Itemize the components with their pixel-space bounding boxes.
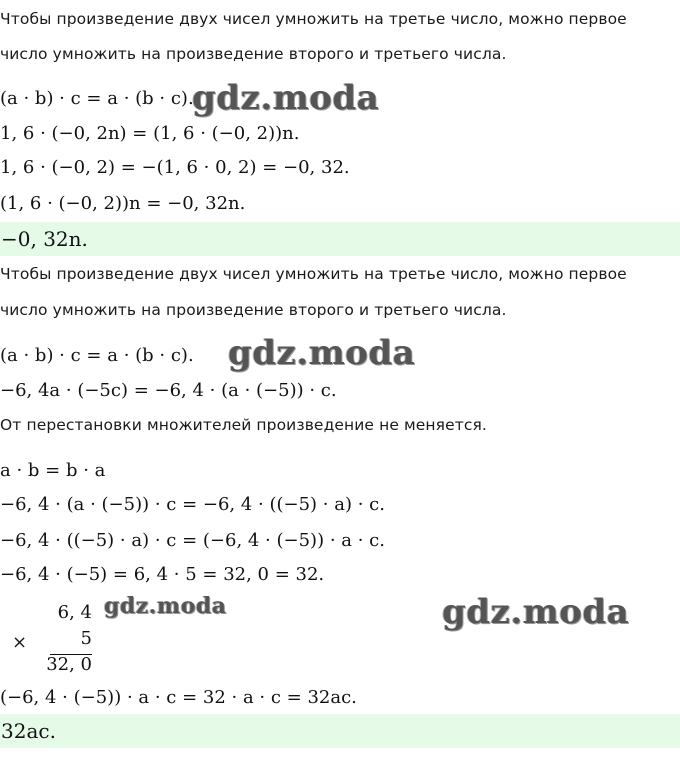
answer-value: 32ac.	[1, 719, 56, 743]
rule-text-line: Чтобы произведение двух чисел умножить на третье число, можно первое	[0, 10, 627, 28]
watermark: gdz.moda	[442, 592, 630, 632]
math-step: 1, 6 · (−0, 2n) = (1, 6 · (−0, 2))n.	[0, 123, 300, 144]
math-step: (−6, 4 · (−5)) · a · c = 32 · a · c = 32ac.	[0, 687, 357, 708]
math-step: (1, 6 · (−0, 2))n = −0, 32n.	[0, 193, 246, 214]
multiplicand: 6, 4	[57, 602, 92, 623]
math-step: −6, 4 · (−5) = 6, 4 · 5 = 32, 0 = 32.	[0, 564, 325, 585]
watermark: gdz.moda	[192, 78, 380, 118]
answer-box	[0, 222, 680, 256]
math-step: −6, 4 · (a · (−5)) · c = −6, 4 · ((−5) · a) · c.	[0, 494, 385, 515]
product: 32, 0	[46, 654, 92, 675]
multiplier: 5	[80, 628, 92, 649]
rule-text-line: число умножить на произведение второго и третьего числа.	[0, 45, 507, 63]
watermark: gdz.moda	[228, 333, 416, 373]
associative-law: (a · b) · c = a · (b · c).	[0, 345, 194, 366]
answer-box	[0, 714, 680, 748]
times-sign: ×	[12, 632, 28, 653]
associative-law: (a · b) · c = a · (b · c).	[0, 88, 194, 109]
math-step: 1, 6 · (−0, 2) = −(1, 6 · 0, 2) = −0, 32.	[0, 157, 350, 178]
math-step: −6, 4a · (−5c) = −6, 4 · (a · (−5)) · c.	[0, 380, 337, 401]
column-multiplication	[0, 598, 110, 678]
watermark: gdz.moda	[104, 593, 227, 619]
rule-text-line: Чтобы произведение двух чисел умножить на третье число, можно первое	[0, 265, 627, 283]
answer-value: −0, 32n.	[1, 227, 88, 251]
commutative-law: a · b = b · a	[0, 460, 106, 481]
math-step: −6, 4 · ((−5) · a) · c = (−6, 4 · (−5)) · a · c.	[0, 530, 385, 551]
note-text: От перестановки множителей произведение не меняется.	[0, 416, 487, 434]
rule-text-line: число умножить на произведение второго и третьего числа.	[0, 301, 507, 319]
